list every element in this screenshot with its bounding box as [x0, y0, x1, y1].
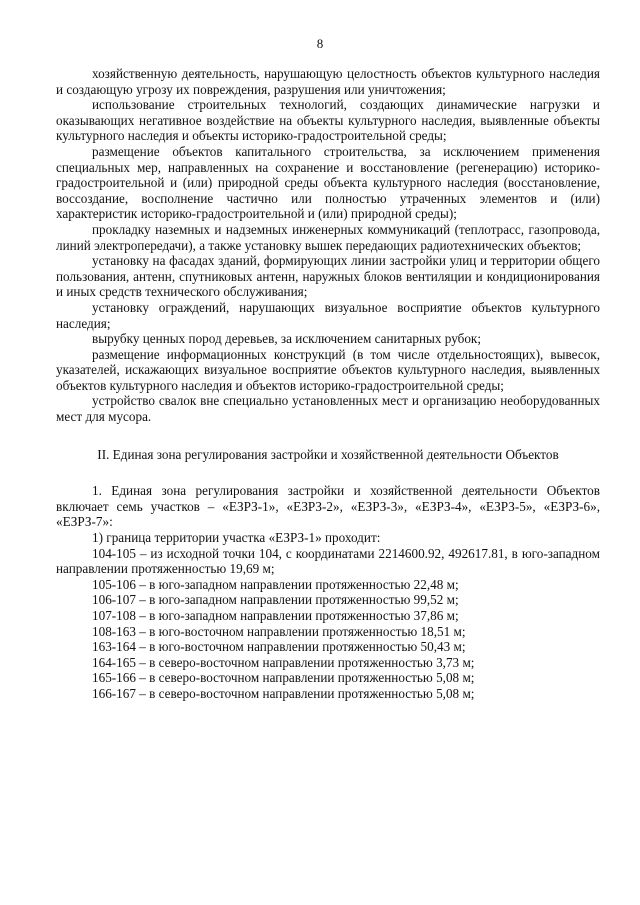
boundary-segment: 106-107 – в юго-западном направлении протяженностью 99,52 м;	[92, 592, 459, 608]
paragraph: вырубку ценных пород деревьев, за исключением санитарных рубок;	[92, 331, 481, 347]
boundary-segment: 105-106 – в юго-западном направлении протяженностью 22,48 м;	[92, 576, 459, 592]
boundary-segment: 164-165 – в северо-восточном направлении протяженностью 3,73 м;	[92, 654, 475, 670]
boundary-segment: 163-164 – в юго-восточном направлении протяженностью 50,43 м;	[92, 639, 466, 655]
paragraph: 1) граница территории участка «ЕЗРЗ-1» проходит:	[92, 530, 381, 546]
paragraph: прокладку наземных и надземных инженерных коммуникаций (теплотрасс, газопровода, линий электропередачи), а также установку вышек передающих радиотехнических объектов;	[56, 221, 600, 253]
boundary-segment: 107-108 – в юго-западном направлении протяженностью 37,86 м;	[92, 608, 459, 623]
boundary-segment: 165-166 – в северо-восточном направлении протяженностью 5,08 м;	[92, 670, 475, 686]
section-heading: II. Единая зона регулирования застройки и хозяйственной деятельности Объектов	[97, 446, 559, 462]
paragraph: хозяйственную деятельность, нарушающую целостность объектов культурного наследия и создающую угрозу их повреждения, разрушения или уничтожения;	[56, 66, 600, 97]
paragraph: установку на фасадах зданий, формирующих линии застройки улиц и территории общего пользования, антенн, спутниковых антенн, наружных блоков вентиляции и кондиционирования и иных средств технического обслуживания;	[56, 253, 600, 300]
paragraph: использование строительных технологий, создающих динамические нагрузки и оказывающих негативное воздействие на объекты культурного наследия, выявленные объекты культурного наследия и объекты историко-градостроительной среды;	[56, 97, 600, 144]
paragraph: устройство свалок вне специально установленных мест и организацию необорудованных мест для мусора.	[56, 393, 600, 425]
paragraph: размещение информационных конструкций (в том числе отдельностоящих), вывесок, указателей, искажающих визуальное восприятие объектов культурного наследия, выявленных объектов культурного наследия и объектов историко-градостроительной среды;	[56, 346, 600, 393]
document-body	[56, 66, 600, 702]
boundary-segment: 104-105 – из исходной точки 104, с координатами 2214600.92, 492617.81, в юго-западном направлении протяженностью 19,69 м;	[56, 545, 600, 577]
paragraph: установку ограждений, нарушающих визуальное восприятие объектов культурного наследия;	[56, 299, 600, 331]
paragraph: 1. Единая зона регулирования застройки и хозяйственной деятельности Объектов включает семь участков – «ЕЗРЗ-1», «ЕЗРЗ-2», «ЕЗРЗ-3», «ЕЗРЗ-4», «ЕЗРЗ-5», «ЕЗРЗ-6», «ЕЗРЗ-7»:	[56, 483, 600, 530]
boundary-segment: 166-167 – в северо-восточном направлении протяженностью 5,08 м;	[92, 685, 475, 701]
paragraph: размещение объектов капитального строительства, за исключением применения специальных мер, направленных на сохранение и восстановление (регенерацию) историко-градостроительной и (или) природной среды объекта культурного наследия (восстановление, воссоздание, восполнение частично или полностью утраченных элементов и (или) характеристик историко-градостроительной и (или) природной среды);	[56, 143, 600, 222]
page-number: 8	[316, 36, 324, 51]
boundary-segment: 108-163 – в юго-восточном направлении протяженностью 18,51 м;	[92, 623, 466, 639]
